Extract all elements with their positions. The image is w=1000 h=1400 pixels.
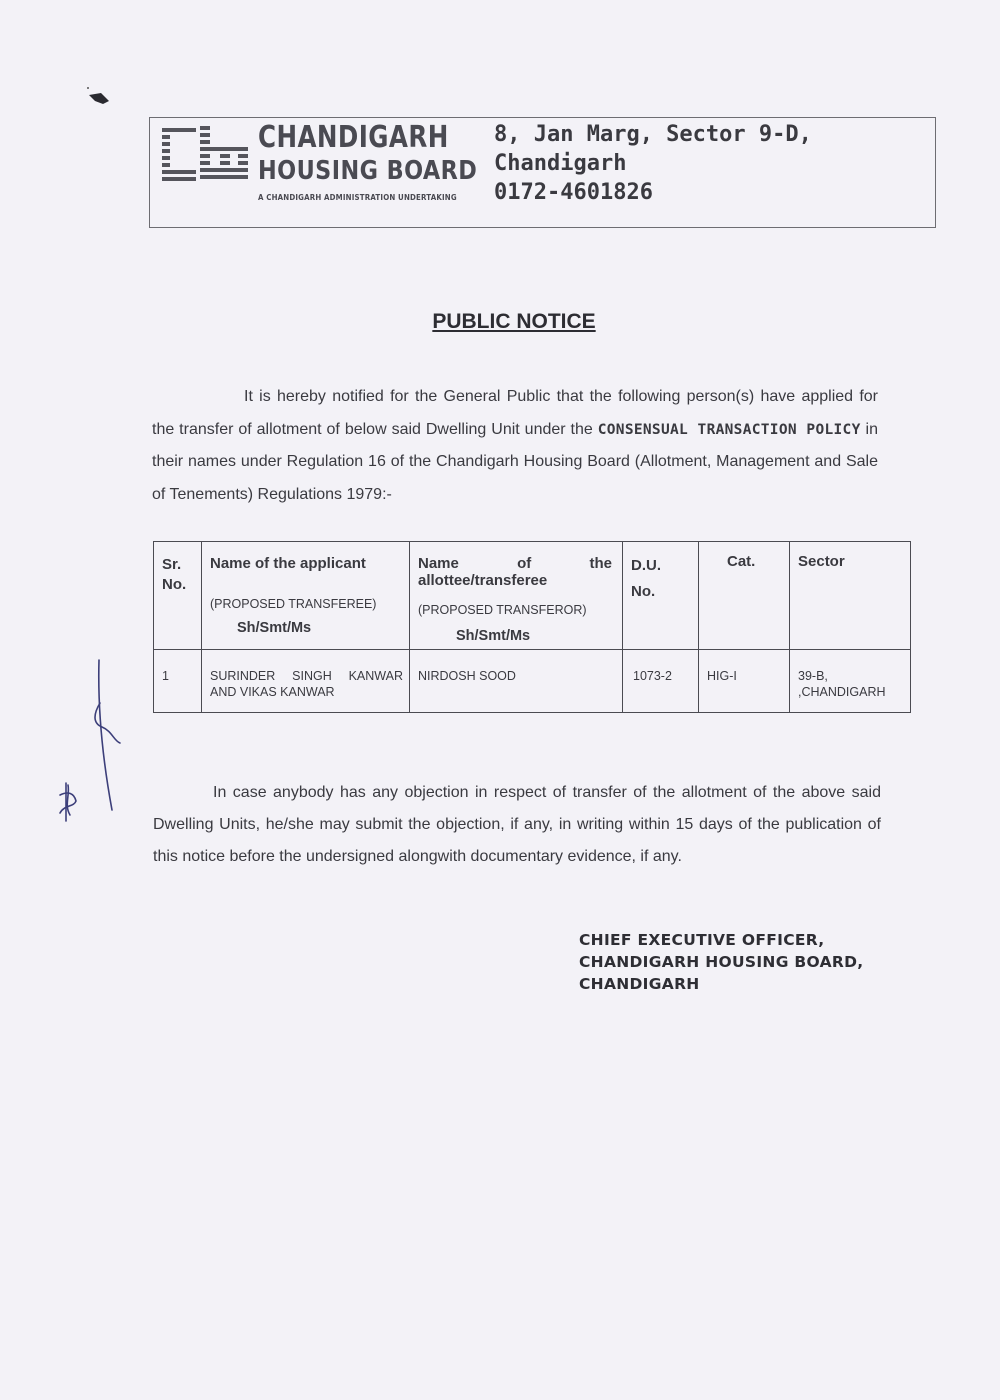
policy-name: CONSENSUAL TRANSACTION POLICY xyxy=(597,421,861,438)
header-allottee-line1 xyxy=(418,555,612,572)
header-sr-no xyxy=(154,542,202,650)
org-name-line2: HOUSING BOARD xyxy=(258,156,478,186)
ink-speck xyxy=(85,85,115,110)
header-cat xyxy=(699,542,790,650)
signatory-designation: CHIEF EXECUTIVE OFFICER, xyxy=(579,931,825,949)
signatory-city: CHANDIGARH xyxy=(579,975,700,993)
header-allottee-title: Sh/Smt/Ms xyxy=(456,628,531,644)
address-line1: 8, Jan Marg, Sector 9-D, xyxy=(494,122,812,147)
header-cat-label: Cat. xyxy=(727,553,756,570)
cell-sector-value: 39-B, ,CHANDIGARH xyxy=(798,669,886,699)
header-allottee-line2: allottee/transferee xyxy=(418,572,548,589)
cell-sr-no xyxy=(154,650,202,713)
objection-paragraph: In case anybody has any objection in respect of transfer of the allotment of the above said Dwelling Units, he/she may submit the objection, if any, in writing within 15 days of the publication of this notice before the undersigned alongwith documentary evidence, if any. xyxy=(153,784,881,865)
header-applicant-title: Sh/Smt/Ms xyxy=(237,620,312,636)
header-sr-no-label: Sr. No. xyxy=(162,556,187,593)
intro-paragraph xyxy=(152,381,878,511)
header-allottee-word2: of xyxy=(517,555,532,572)
cell-du-no xyxy=(623,650,699,713)
org-name-line1: CHANDIGARH xyxy=(258,120,449,155)
header-allottee-word3: the xyxy=(589,555,612,572)
phone-number: 0172-4601826 xyxy=(494,180,653,205)
table-header-row xyxy=(154,542,911,650)
cell-applicant-value: SURINDER SINGH KANWAR AND VIKAS KANWAR xyxy=(210,669,403,699)
cell-applicant xyxy=(202,650,410,713)
header-sector-label: Sector xyxy=(798,553,845,570)
intro-text-part2: in their names under Regulation 16 of the Chandigarh Housing Board (Allotment, Management and Sale of Tenements) Regulations 1979:- xyxy=(152,420,879,503)
handwritten-signature-mark xyxy=(40,655,140,835)
notice-title-wrap xyxy=(0,310,1000,334)
signatory-organisation: CHANDIGARH HOUSING BOARD, xyxy=(579,953,864,971)
org-tagline: A CHANDIGARH ADMINISTRATION UNDERTAKING xyxy=(258,193,457,202)
header-du-no-label: D.U. No. xyxy=(631,557,661,600)
cell-cat-value: HIG-I xyxy=(707,669,737,683)
header-applicant-sub: (PROPOSED TRANSFEREE) xyxy=(210,597,377,611)
cell-allottee xyxy=(410,650,623,713)
transfer-table xyxy=(153,541,911,713)
intro-text-part1: It is hereby notified for the General Public that the following person(s) have applied for the transfer of allotment of below said Dwelling Unit under the xyxy=(152,388,878,438)
header-du-no xyxy=(623,542,699,650)
signatory-block xyxy=(579,929,864,995)
chb-logo-icon xyxy=(162,126,252,184)
address-line2: Chandigarh xyxy=(494,151,627,176)
notice-title: PUBLIC NOTICE xyxy=(432,310,596,333)
cell-sector xyxy=(790,650,911,713)
header-applicant xyxy=(202,542,410,650)
header-allottee-word1: Name xyxy=(418,555,459,572)
header-allottee-sub: (PROPOSED TRANSFEROR) xyxy=(418,603,587,617)
cell-cat xyxy=(699,650,790,713)
header-allottee xyxy=(410,542,623,650)
cell-sr-no-value: 1 xyxy=(162,669,169,683)
header-sector xyxy=(790,542,911,650)
header-applicant-label: Name of the applicant xyxy=(210,555,366,572)
cell-allottee-value: NIRDOSH SOOD xyxy=(418,669,516,683)
cell-du-no-value: 1073-2 xyxy=(633,669,672,683)
letterhead xyxy=(149,117,936,228)
table-row xyxy=(154,650,911,713)
